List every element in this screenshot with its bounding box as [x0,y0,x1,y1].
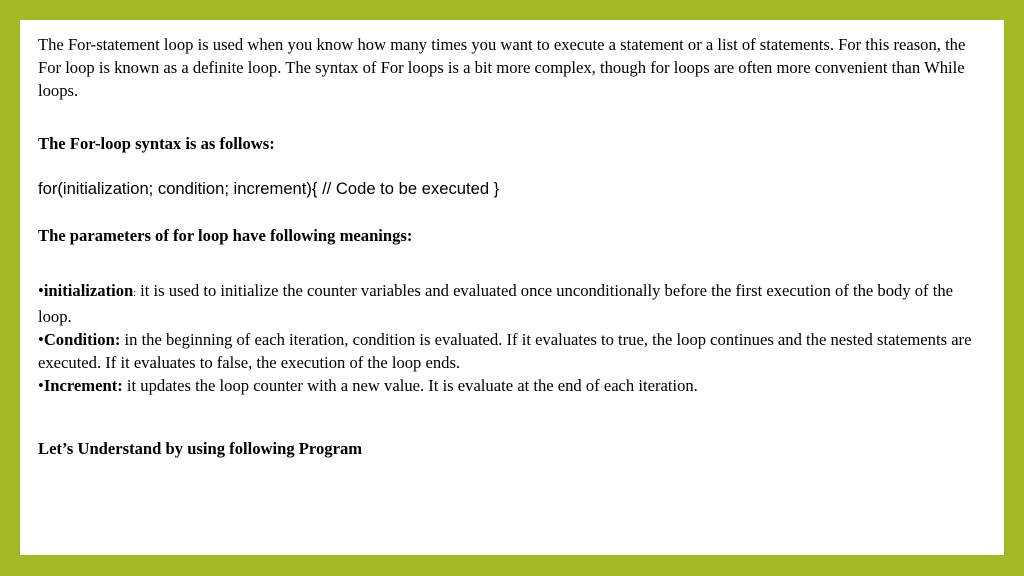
list-item-condition [38,328,988,374]
syntax-code: for(initialization; condition; increment){ // Code to be executed } [38,179,500,198]
description-condition: in the beginning of each iteration, condition is evaluated. If it evaluates to true, the loop continues and the nested statements are executed. If it evaluates to false, the execution of the loop ends. [38,330,972,372]
slide-content [38,33,988,460]
params-heading: The parameters of for loop have following meanings: [38,226,413,245]
term-condition: Condition: [43,330,121,349]
term-separator: : [133,288,137,299]
description-increment: it updates the loop counter with a new value. It is evaluate at the end of each iteration. [122,376,698,395]
intro-paragraph: The For-statement loop is used when you know how many times you want to execute a statement or a list of statements. For this reason, the For loop is known as a definite loop. The syntax of For loops is a bit more complex, though for loops are often more convenient than While loops. [38,35,966,100]
bullet-marker: • [38,281,44,300]
program-heading: Let’s Understand by using following Program [38,439,363,458]
list-item-increment [38,374,988,397]
slide-panel [20,20,1004,555]
list-item-initialization [38,279,988,328]
parameter-list [38,279,988,397]
term-increment: Increment: [43,376,123,395]
bullet-marker: • [38,376,44,395]
syntax-heading: The For-loop syntax is as follows: [38,134,275,153]
description-initialization: it is used to initialize the counter variables and evaluated once unconditionally before the first execution of the body of the loop. [38,281,954,326]
bullet-marker: • [38,330,44,349]
term-initialization: initialization [43,281,134,300]
